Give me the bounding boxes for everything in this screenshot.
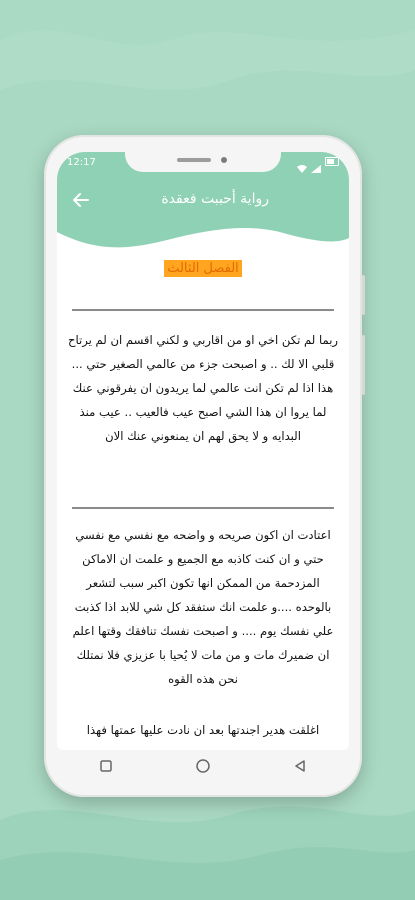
- chapter-title: الفصل الثالث: [164, 260, 242, 277]
- phone-notch: [125, 152, 281, 172]
- wifi-icon: [297, 158, 307, 166]
- speaker-grille: [177, 158, 211, 162]
- paragraph: اغلقت هدير اجندتها بعد ان نادت عليها عمتها فهذا: [86, 723, 320, 737]
- home-button[interactable]: [193, 756, 213, 776]
- battery-icon: [325, 157, 339, 166]
- front-camera: [221, 157, 227, 163]
- volume-button: [362, 275, 365, 315]
- power-button: [362, 335, 365, 395]
- app-bar: [57, 182, 349, 218]
- paragraph: ربما لم تكن اخي او من اقاربي و لكني اقسم ان لم يرتاح قلبي الا لك .. و اصبحت جزء من عالمي الصغير حتي ... هذا اذا لم تكن انت عالمي لما يريدون ان يفرقوني عنك لما يروا ان هذا الشي اصبح عيب فالعيب .. عيب منذ البدايه و لا يحق لهم ان يمنعوني عنك الان: [67, 333, 339, 443]
- arrow-left-icon: [69, 188, 93, 212]
- triangle-icon: [293, 759, 307, 773]
- square-icon: [99, 759, 113, 773]
- phone-frame: [44, 135, 362, 797]
- system-nav-bar: [57, 750, 349, 782]
- status-time: 12:17: [67, 157, 96, 168]
- status-icons: [297, 157, 339, 166]
- recent-apps-button[interactable]: [96, 756, 116, 776]
- phone-screen: [57, 152, 349, 750]
- nav-back-button[interactable]: [290, 756, 310, 776]
- app-title: رواية أحببت فعقدة: [161, 191, 269, 207]
- back-button[interactable]: [69, 188, 93, 212]
- signal-icon: [311, 158, 321, 166]
- chapter-heading: [57, 257, 349, 276]
- circle-icon: [195, 758, 211, 774]
- paragraph: اعتادت ان اكون صريحه و واضحه مع نفسي مع نفسي حتي و ان كنت كاذبه مع الجميع و علمت ان الاماكن المزدحمة من الممكن انها تكون اكبر سبب لتشعر بالوحده ....و علمت انك ستفقد كل شي للابد اذا كذبت علي نفسك يوم .... و اصبحت نفسك تنافقك وقتها اعلم ان ضميرك مات و من مات لا يُحيا با عزيزي فلا نمتلك نحن هذه القوه: [72, 528, 334, 686]
- divider: [72, 309, 334, 311]
- divider: [72, 507, 334, 509]
- chapter-content[interactable]: [57, 252, 349, 750]
